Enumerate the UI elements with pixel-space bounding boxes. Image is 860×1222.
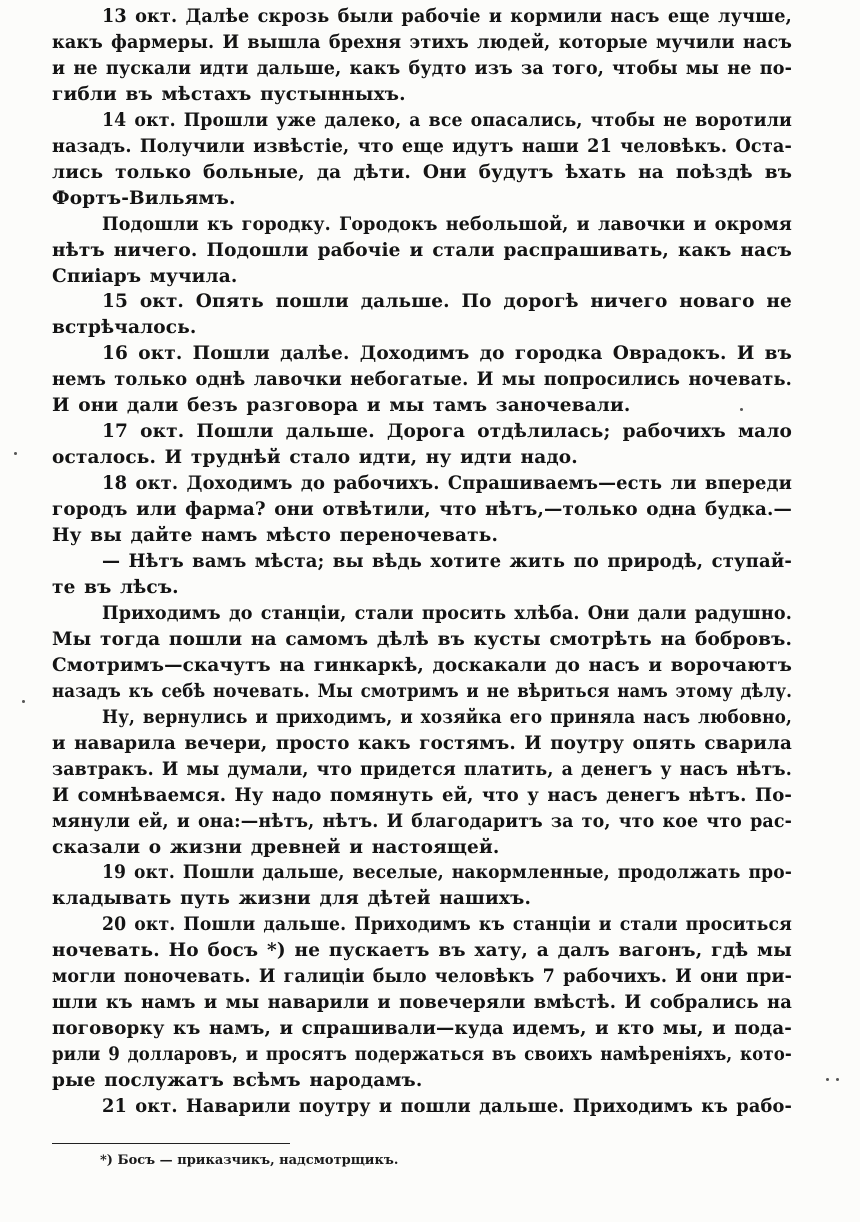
text-line: немъ только однѣ лавочки небогатые. И мы попросились ночевать. — [52, 369, 792, 391]
text-line: 17 окт. Пошли дальше. Дорога отдѣлилась; рабочихъ мало — [102, 421, 792, 443]
text-line: Подошли къ городку. Городокъ небольшой, и лавочки и окромя — [102, 213, 792, 235]
text-line: Фортъ-Вильямъ. — [52, 187, 236, 209]
text-line: гибли въ мѣстахъ пустынныхъ. — [52, 83, 406, 105]
text-line: кладывать путь жизни для дѣтей нашихъ. — [52, 888, 532, 910]
text-line: 20 окт. Пошли дальше. Приходимъ къ станціи и стали проситься — [102, 914, 792, 936]
text-line: шли къ намъ и мы наварили и повечеряли вмѣстѣ. И собрались на — [52, 992, 792, 1014]
text-line: Смотримъ—скачутъ на гинкаркѣ, доскакали до насъ и ворочаютъ — [52, 654, 792, 676]
paper-speck — [22, 700, 25, 703]
text-line: поговорку къ намъ, и спрашивали—куда идемъ, и кто мы, и пода- — [52, 1018, 792, 1040]
text-line: какъ фармеры. И вышла брехня этихъ людей, которые мучили насъ — [52, 31, 792, 53]
text-line: назадъ. Получили извѣстіе, что еще идутъ наши 21 человѣкъ. Оста- — [52, 135, 792, 157]
text-line: ночевать. Но босъ *) не пускаетъ въ хату, а далъ вагонъ, гдѣ мы — [52, 940, 792, 962]
text-line: Мы тогда пошли на самомъ дѣлѣ въ кусты смотрѣть на бобровъ. — [52, 628, 792, 650]
text-line: городъ или фарма? они отвѣтили, что нѣтъ,—только одна будка.— — [52, 499, 792, 521]
text-line: нѣтъ ничего. Подошли рабочіе и стали распрашивать, какъ насъ — [52, 239, 792, 261]
text-line: И они дали безъ разговора и мы тамъ заночевали. — [52, 395, 631, 417]
text-line: завтракъ. И мы думали, что придется платить, а денегъ у насъ нѣтъ. — [52, 758, 792, 780]
text-line: рили 9 долларовъ, и просятъ подержаться въ своихъ намѣреніяхъ, кото- — [52, 1044, 792, 1066]
paper-speck — [14, 452, 17, 455]
text-line: мянули ей, и она:—нѣтъ, нѣтъ. И благодаритъ за то, что кое что рас- — [52, 810, 792, 832]
text-line: 15 окт. Опять пошли дальше. По дорогѣ ничего новаго не — [102, 291, 792, 313]
text-line: Ну, вернулись и приходимъ, и хозяйка его приняла насъ любовно, — [102, 706, 792, 728]
text-line: рые послужатъ всѣмъ народамъ. — [52, 1070, 423, 1092]
text-line: сказали о жизни древней и настоящей. — [52, 836, 500, 858]
text-line: 18 окт. Доходимъ до рабочихъ. Спрашиваемъ—есть ли впереди — [102, 473, 792, 495]
text-line: Приходимъ до станціи, стали просить хлѣба. Они дали радушно. — [102, 602, 792, 624]
paper-speck — [836, 1078, 839, 1081]
text-line: Ну вы дайте намъ мѣсто переночевать. — [52, 525, 499, 547]
text-line: лись только больные, да дѣти. Они будутъ ѣхать на поѣздѣ въ — [52, 161, 792, 183]
text-line: встрѣчалось. — [52, 317, 197, 339]
text-line: назадъ къ себѣ ночевать. Мы смотримъ и не вѣриться намъ этому дѣлу. — [52, 680, 792, 702]
text-line: те въ лѣсъ. — [52, 576, 179, 598]
text-line: 19 окт. Пошли дальше, веселые, накормленные, продолжать про- — [102, 862, 792, 884]
text-line: 13 окт. Далѣе скрозь были рабочіе и кормили насъ еще лучше, — [102, 6, 792, 27]
text-line: — Нѣтъ вамъ мѣста; вы вѣдь хотите жить по природѣ, ступай- — [102, 551, 792, 573]
text-line: Спиіаръ мучила. — [52, 265, 238, 287]
body-text — [52, 4, 792, 1120]
text-line: осталось. И труднѣй стало идти, ну идти надо. — [52, 447, 578, 469]
text-line: 16 окт. Пошли далѣе. Доходимъ до городка Оврадокъ. И въ — [102, 343, 792, 365]
text-line: могли поночевать. И галиціи было человѣкъ 7 рабочихъ. И они при- — [52, 966, 792, 988]
text-line: И сомнѣваемся. Ну надо помянуть ей, что у насъ денегъ нѣтъ. По- — [52, 784, 792, 806]
text-line: и не пускали идти дальше, какъ будто изъ за того, чтобы мы не по- — [52, 57, 792, 79]
footnote: *) Босъ — приказчикъ, надсмотрщикъ. — [100, 1153, 399, 1168]
paper-speck — [740, 408, 743, 411]
text-line: и наварила вечери, просто какъ гостямъ. И поутру опять сварила — [52, 732, 792, 754]
paper-speck — [826, 1078, 829, 1081]
footnote-divider — [52, 1143, 290, 1144]
text-line: 14 окт. Прошли уже далеко, а все опасались, чтобы не воротили — [102, 109, 792, 131]
text-line: 21 окт. Наварили поутру и пошли дальше. Приходимъ къ рабо- — [102, 1096, 792, 1118]
